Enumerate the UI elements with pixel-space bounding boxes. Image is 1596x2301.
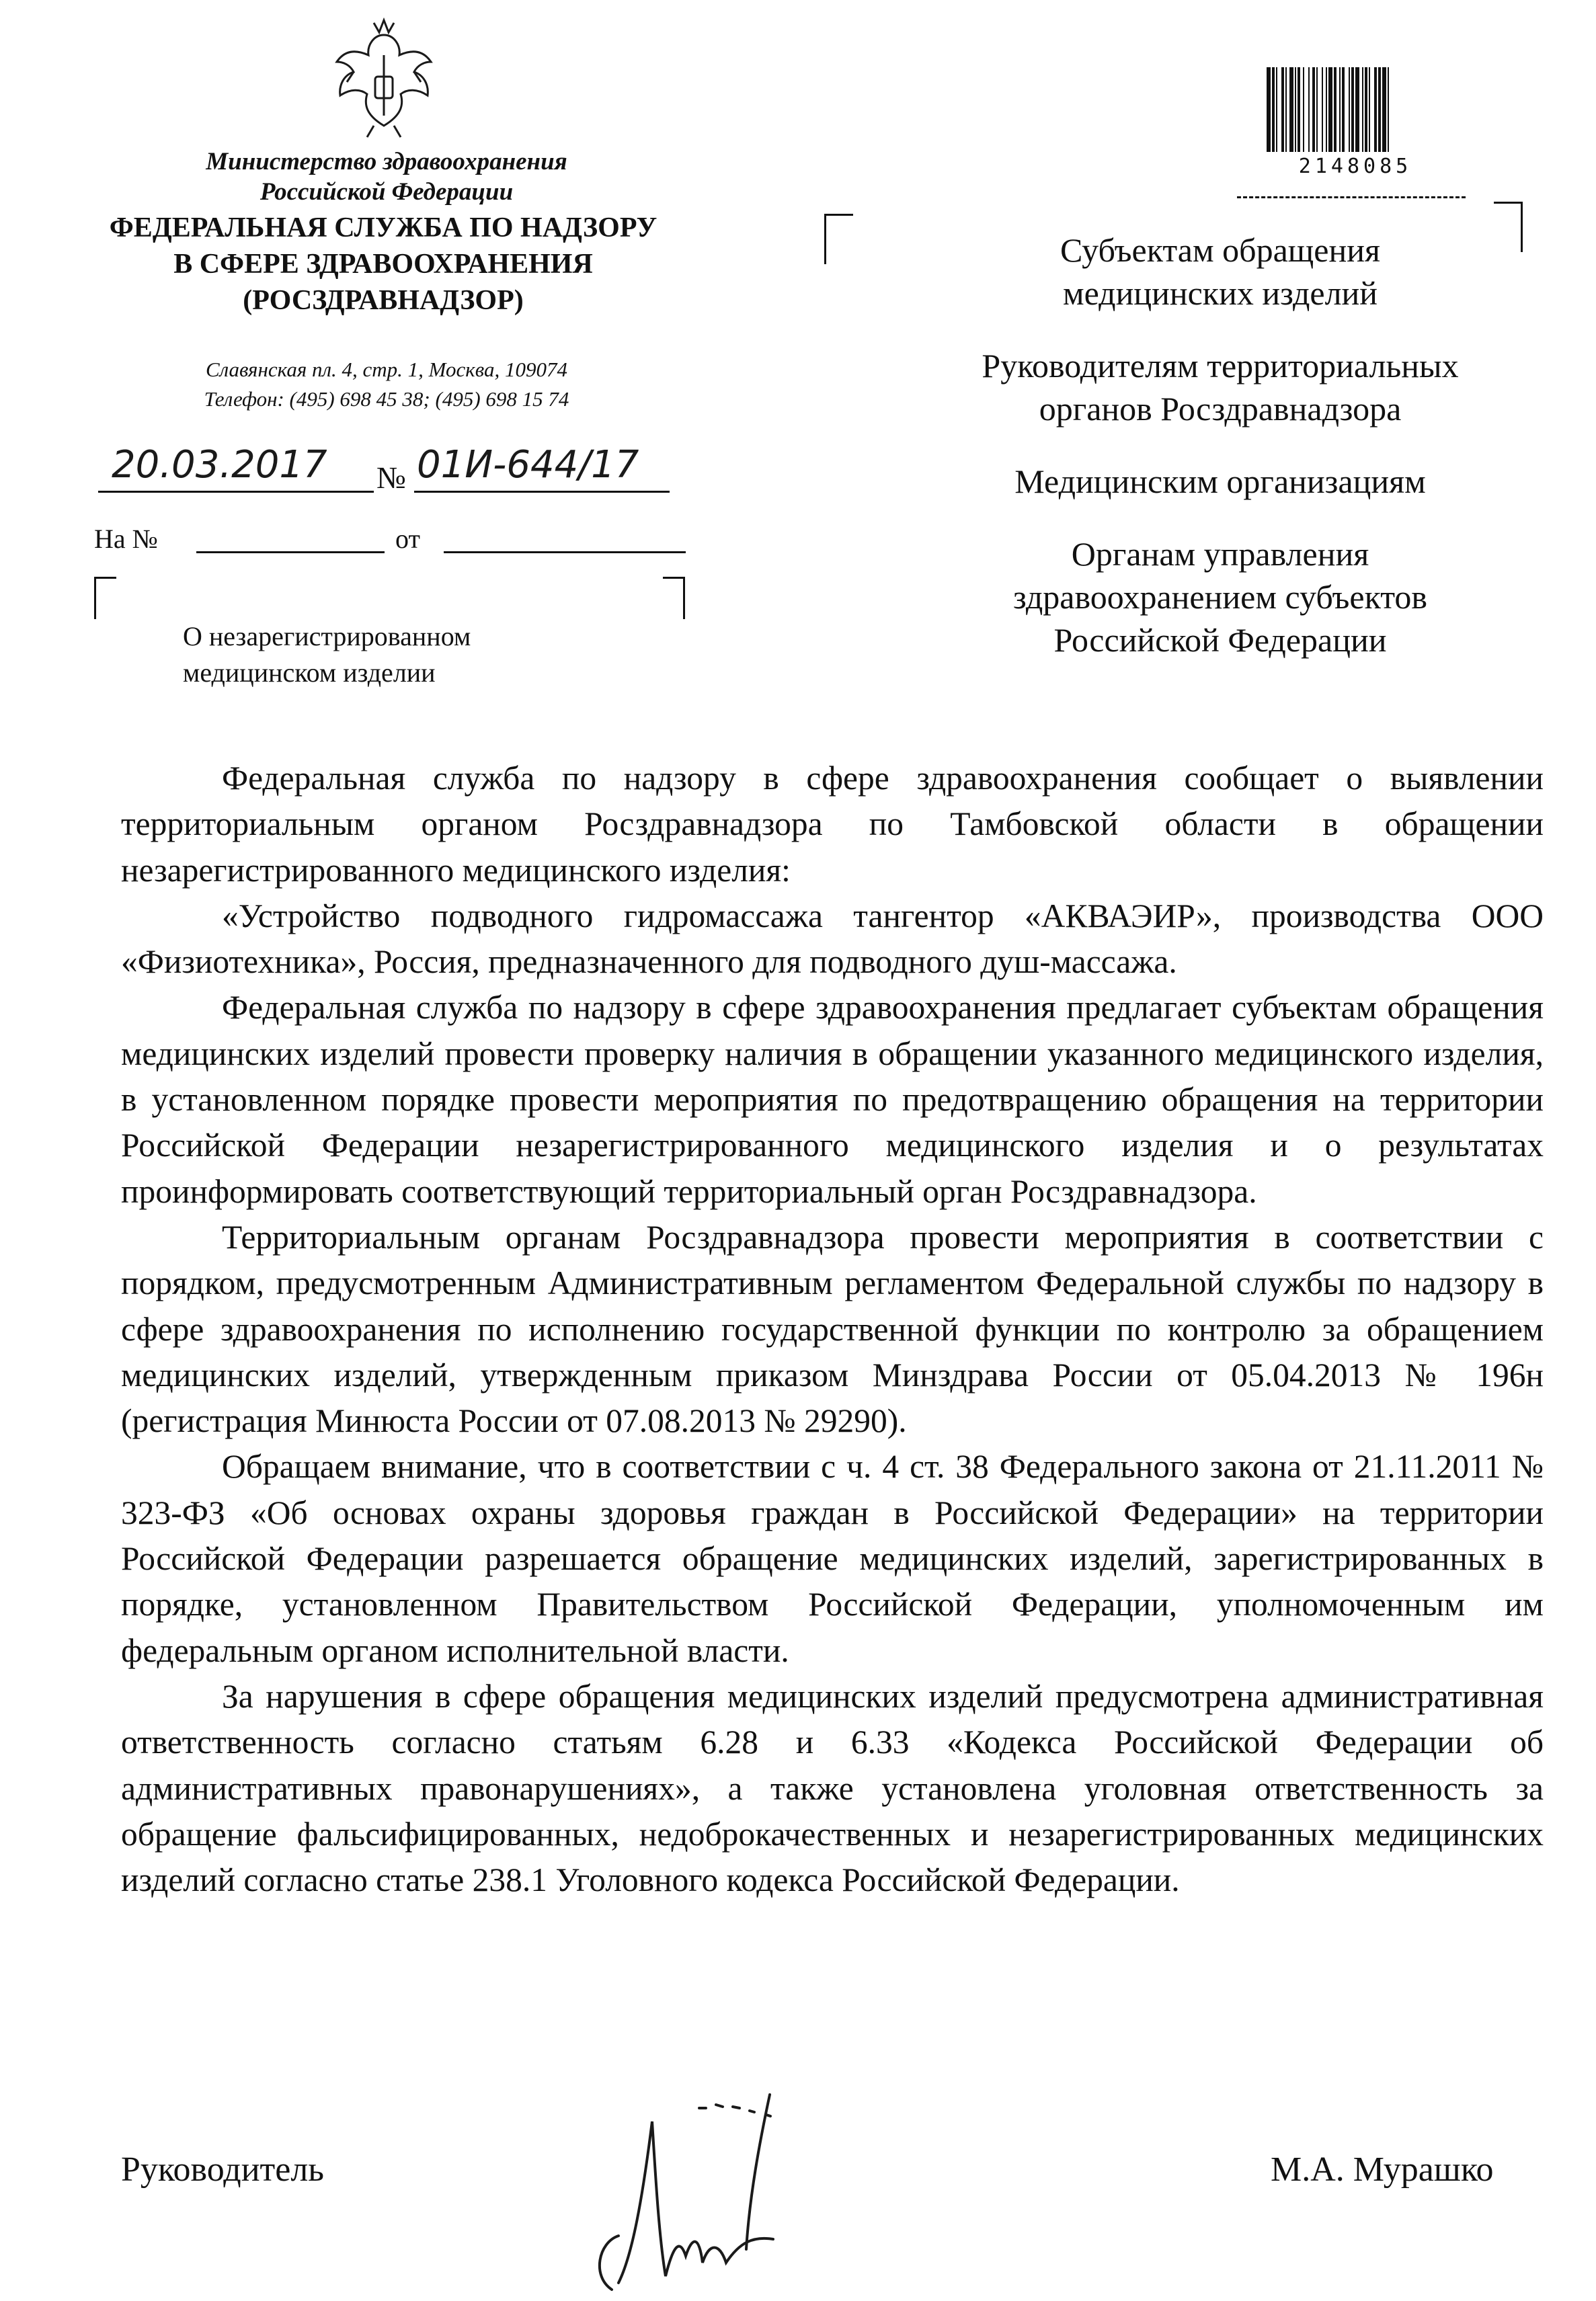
barcode-bar <box>1355 67 1359 152</box>
addressee-line: Медицинским организациям <box>1014 462 1426 500</box>
reply-number-line <box>196 551 385 553</box>
signer-name: М.А. Мурашко <box>1271 2150 1494 2189</box>
barcode-bar <box>1303 67 1304 152</box>
barcode-bar <box>1334 67 1336 152</box>
addressee-group-3 <box>908 460 1533 503</box>
number-underline <box>414 491 670 493</box>
barcode-bar <box>1285 67 1287 152</box>
service-line-3: (РОСЗДРАВНАДЗОР) <box>243 285 524 316</box>
barcode-bar <box>1316 67 1318 152</box>
subject-line-1: О незарегистрированном <box>183 621 471 651</box>
addressee-group-4 <box>908 532 1533 661</box>
addressee-group-2 <box>908 344 1533 430</box>
body-paragraph-5: Обращаем внимание, что в соответствии с ч. 4 ст. 38 Федерального закона от 21.11.2011 № 323-ФЗ «Об основах охраны здоровья граждан в Российской Федерации» на территории Российской Федерации разрешается обращение медицинских изделий, зарегистрированных в порядке, установленном Правительством Российской Федерации, уполномоченным им федеральным органом исполнительной власти. <box>121 1448 1544 1669</box>
registration-date: 20.03.2017 <box>112 443 327 487</box>
addressee-line: Руководителям территориальных <box>982 347 1459 385</box>
barcode-bar <box>1351 67 1354 152</box>
phone-line: Телефон: (495) 698 45 38; (495) 698 15 74 <box>204 387 569 411</box>
handwritten-signature-icon <box>578 2081 861 2296</box>
sender-address <box>121 355 652 414</box>
barcode-bar <box>1326 67 1327 152</box>
addressee-line: Органам управления <box>1071 535 1369 573</box>
service-name <box>67 210 699 319</box>
barcode-bar <box>1388 67 1389 152</box>
registration-number: 01И-644/17 <box>417 443 639 487</box>
reply-date-label: от <box>395 524 420 554</box>
barcode-bar <box>1378 67 1381 152</box>
service-line-1: ФЕДЕРАЛЬНАЯ СЛУЖБА ПО НАДЗОРУ <box>109 212 657 243</box>
body-paragraph-4: Территориальным органам Росздравнадзора провести мероприятия в соответствии с порядком, предусмотренным Административным регламентом Федеральной службы по надзору в сфере здравоохранения по исполнению государственной функции по контролю за обращением медицинских изделий, утвержденным приказом Минздрава России от 05.04.2013 № 196н (регистрация Минюста России от 07.08.2013 № 29290). <box>121 1218 1544 1440</box>
addressee-line: органов Росздравнадзора <box>1039 390 1402 428</box>
number-sign: № <box>376 460 406 495</box>
barcode-bar <box>1276 67 1277 152</box>
barcode-bar <box>1312 67 1315 152</box>
barcode-bar <box>1298 67 1300 152</box>
barcode-bar <box>1374 67 1377 152</box>
barcode-bar <box>1308 67 1310 152</box>
body-paragraph-6: За нарушения в сфере обращения медицинских изделий предусмотрена административная ответственность согласно статьям 6.28 и 6.33 «Кодекса Российской Федерации об административных правонарушениях», а также установлена уголовная ответственность за обращение фальсифицированных, недоброкачественных и незарегистрированных медицинских изделий согласно статье 238.1 Уголовного кодекса Российской Федерации. <box>121 1677 1544 1899</box>
barcode-bar <box>1339 67 1341 152</box>
addressee-line: медицинских изделий <box>1062 274 1378 312</box>
barcode-bar <box>1362 67 1363 152</box>
subject-line-2: медицинском изделии <box>183 657 436 688</box>
barcode-bar <box>1349 67 1350 152</box>
barcode-bar <box>1272 67 1275 152</box>
service-line-2: В СФЕРЕ ЗДРАВООХРАНЕНИЯ <box>173 249 593 280</box>
barcode-dash-line <box>1237 196 1466 198</box>
letter-body <box>121 756 1544 1903</box>
addressee-line: Субъектам обращения <box>1060 231 1380 269</box>
barcode-bar <box>1342 67 1345 152</box>
barcode-number: 2148085 <box>1298 155 1412 178</box>
body-paragraph-1: Федеральная служба по надзору в сфере здравоохранения сообщает о выявлении территориальным органом Росздравнадзора по Тамбовской области в обращении незарегистрированного медицинского изделия: <box>121 760 1544 889</box>
date-underline <box>98 491 374 493</box>
ministry-line-2: Российской Федерации <box>260 178 514 206</box>
barcode-bar <box>1322 67 1323 152</box>
addressee-bracket-left <box>824 214 853 264</box>
barcode-bar <box>1289 67 1293 152</box>
reply-date-line <box>444 551 686 553</box>
body-paragraph-3: Федеральная служба по надзору в сфере здравоохранения предлагает субъектам обращения медицинских изделий провести проверку наличия в обращении указанного медицинского изделия, в установленном порядке провести мероприятия по предотвращению обращения на территории Российской Федерации незарегистрированного медицинского изделия и о результатах проинформировать соответствующий территориальный орган Росздравнадзора. <box>121 989 1544 1210</box>
double-headed-eagle-icon <box>327 15 441 141</box>
barcode-bar <box>1382 67 1386 152</box>
addressee-list <box>908 229 1533 661</box>
barcode-bar <box>1281 67 1284 152</box>
subject-bracket-right <box>663 577 685 619</box>
barcode-icon <box>1264 67 1447 155</box>
barcode-bar <box>1267 67 1271 152</box>
signer-title: Руководитель <box>121 2150 324 2189</box>
ministry-line-1: Министерство здравоохранения <box>206 148 567 175</box>
addressee-line: здравоохранением субъектов <box>1012 578 1428 616</box>
barcode-bar <box>1295 67 1296 152</box>
addressee-group-1 <box>908 229 1533 315</box>
ministry-name <box>121 147 652 207</box>
reply-number-label: На № <box>94 524 158 554</box>
barcode-bar <box>1369 67 1370 152</box>
body-paragraph-2: «Устройство подводного гидромассажа тангентор «АКВАЭИР», производства ООО «Физиотехника», Россия, предназначенного для подводного душ-массажа. <box>121 897 1544 981</box>
barcode-bar <box>1328 67 1332 152</box>
subject-bracket-left <box>94 577 116 619</box>
addressee-line: Российской Федерации <box>1053 621 1387 659</box>
letter-subject <box>183 618 613 691</box>
barcode-bar <box>1365 67 1367 152</box>
address-line: Славянская пл. 4, стр. 1, Москва, 109074 <box>205 358 568 381</box>
